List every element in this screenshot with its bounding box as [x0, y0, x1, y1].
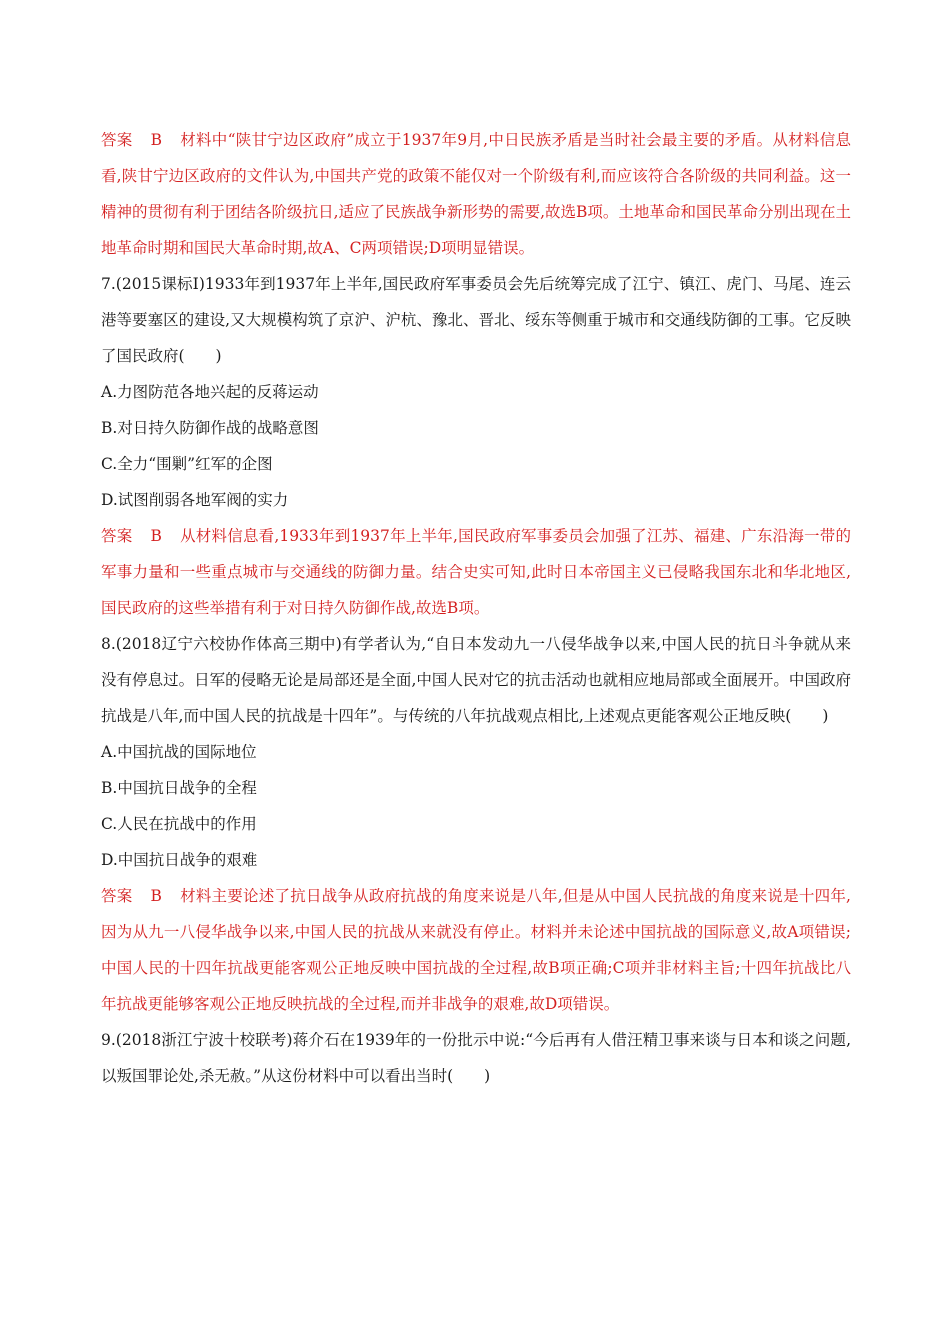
answer-paragraph — [101, 518, 851, 626]
answer-label: 答案 — [101, 887, 133, 905]
answer-explanation: 从材料信息看,1933年到1937年上半年,国民政府军事委员会加强了江苏、福建、广东沿海一带的军事力量和一些重点城市与交通线的防御力量。结合史实可知,此时日本帝国主义已侵略我国东北和华北地区,国民政府的这些举措有利于对日持久防御作战,故选B项。 — [101, 527, 851, 617]
answer-paragraph — [101, 122, 851, 266]
question-8: 8.(2018辽宁六校协作体高三期中)有学者认为,“自日本发动九一八侵华战争以来,中国人民的抗日斗争就从来没有停息过。日军的侵略无论是局部还是全面,中国人民对它的抗击活动也就相应地局部或全面展开。中国政府抗战是八年,而中国人民的抗战是十四年”。与传统的八年抗战观点相比,上述观点更能客观公正地反映( ) — [101, 635, 851, 725]
answer-label: 答案 — [101, 131, 133, 149]
option-a: A.力图防范各地兴起的反蒋运动 — [101, 383, 319, 401]
answer-explanation: 材料主要论述了抗日战争从政府抗战的角度来说是八年,但是从中国人民抗战的角度来说是十四年,因为从九一八侵华战争以来,中国人民的抗战从来就没有停止。材料并未论述中国抗战的国际意义,故A项错误;中国人民的十四年抗战更能客观公正地反映中国抗战的全过程,故B项正确;C项并非材料主旨;十四年抗战比八年抗战更能够客观公正地反映抗战的全过程,而并非战争的艰难,故D项错误。 — [101, 887, 851, 1013]
option-c: C.人民在抗战中的作用 — [101, 815, 257, 833]
option-c: C.全力“围剿”红军的企图 — [101, 455, 273, 473]
answer-label: 答案 — [101, 527, 133, 545]
answer-key: B — [150, 131, 162, 149]
question-9: 9.(2018浙江宁波十校联考)蒋介石在1939年的一份批示中说:“今后再有人借汪精卫事来谈与日本和谈之问题,以叛国罪论处,杀无赦。”从这份材料中可以看出当时( ) — [101, 1031, 851, 1085]
option-a: A.中国抗战的国际地位 — [101, 743, 257, 761]
option-d: D.试图削弱各地军阀的实力 — [101, 491, 289, 509]
option-b: B.中国抗日战争的全程 — [101, 779, 257, 797]
answer-explanation: 材料中“陕甘宁边区政府”成立于1937年9月,中日民族矛盾是当时社会最主要的矛盾。从材料信息看,陕甘宁边区政府的文件认为,中国共产党的政策不能仅对一个阶级有利,而应该符合各阶级的共同利益。这一精神的贯彻有利于团结各阶级抗日,适应了民族战争新形势的需要,故选B项。土地革命和国民革命分别出现在土地革命时期和国民大革命时期,故A、C两项错误;D项明显错误。 — [101, 131, 851, 257]
option-b: B.对日持久防御作战的战略意图 — [101, 419, 319, 437]
document-content — [101, 122, 851, 1094]
option-d: D.中国抗日战争的艰难 — [101, 851, 258, 869]
answer-paragraph — [101, 878, 851, 1022]
question-7: 7.(2015课标Ⅰ)1933年到1937年上半年,国民政府军事委员会先后统筹完成了江宁、镇江、虎门、马尾、连云港等要塞区的建设,又大规模构筑了京沪、沪杭、豫北、晋北、绥东等侧重于城市和交通线防御的工事。它反映了国民政府( ) — [101, 275, 851, 365]
answer-key: B — [150, 527, 162, 545]
answer-key: B — [150, 887, 162, 905]
